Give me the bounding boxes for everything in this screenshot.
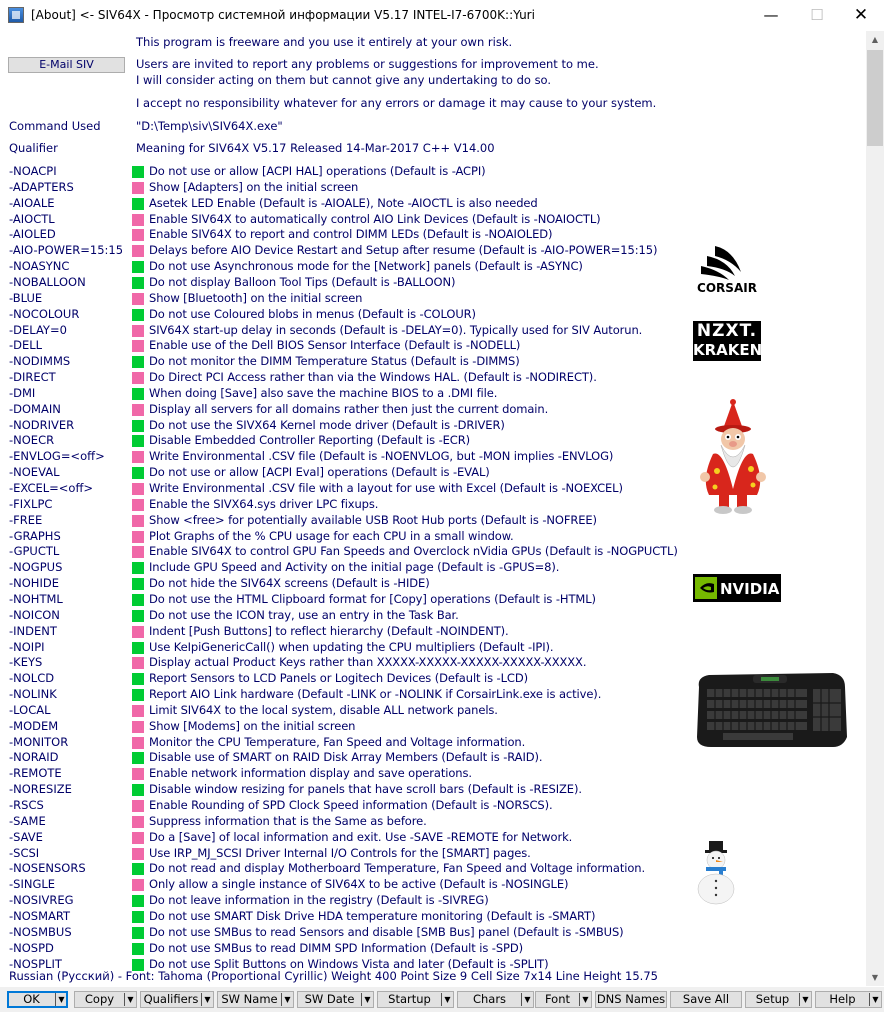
- button-label: SW Name: [221, 992, 278, 1006]
- setup-button[interactable]: [745, 991, 812, 1008]
- qualifier-description: Do not use or allow [ACPI HAL] operations (Default is -ACPI): [149, 164, 486, 178]
- save-all-button[interactable]: [670, 991, 742, 1008]
- qualifier-description: Do not use SMART Disk Drive HDA temperature monitoring (Default is -SMART): [149, 909, 596, 923]
- colour-blob-pink: [132, 531, 144, 543]
- qualifier-name: -NORESIZE: [9, 782, 72, 796]
- corsair-logo-text: CORSAIR: [697, 281, 757, 294]
- dropdown-arrow-icon[interactable]: ▼: [55, 993, 67, 1006]
- nvidia-logo-text: NVIDIA.: [720, 580, 781, 598]
- about-panel: [1, 31, 866, 987]
- qualifier-description: Do not use the SIVX64 Kernel mode driver (Default is -DRIVER): [149, 418, 505, 432]
- font-button[interactable]: [535, 991, 592, 1008]
- colour-blob-green: [132, 610, 144, 622]
- qualifier-name: -SAME: [9, 814, 46, 828]
- qualifier-description: Do not use the ICON tray, use an entry in the Task Bar.: [149, 608, 459, 622]
- qualifier-description: Do not use Split Buttons on Windows Vista and later (Default is -SPLIT): [149, 957, 549, 971]
- nzxt-logo-text: NZXT.: [696, 321, 758, 341]
- dropdown-arrow-icon[interactable]: ▼: [799, 993, 811, 1006]
- colour-blob-green: [132, 895, 144, 907]
- qualifier-name: -NOHTML: [9, 592, 63, 606]
- qualifier-description: Do not use Asynchronous mode for the [Network] panels (Default is -ASYNC): [149, 259, 583, 273]
- button-label: Chars: [472, 992, 507, 1006]
- colour-blob-pink: [132, 214, 144, 226]
- command-used-value: "D:\Temp\siv\SIV64X.exe": [136, 119, 283, 133]
- colour-blob-pink: [132, 404, 144, 416]
- dropdown-arrow-icon[interactable]: ▼: [521, 993, 533, 1006]
- qualifier-description: Use KeIpiGenericCall() when updating the CPU multipliers (Default -IPI).: [149, 640, 554, 654]
- qualifier-description: Plot Graphs of the % CPU usage for each CPU in a small window.: [149, 529, 514, 543]
- qualifier-description: Enable SIV64X to report and control DIMM LEDs (Default is -NOAIOLED): [149, 227, 553, 241]
- colour-blob-pink: [132, 451, 144, 463]
- colour-blob-pink: [132, 245, 144, 257]
- qualifier-name: -NODIMMS: [9, 354, 71, 368]
- qualifier-name: -FIXLPC: [9, 497, 53, 511]
- qualifier-description: Do Direct PCI Access rather than via the Windows HAL. (Default is -NODIRECT).: [149, 370, 597, 384]
- qualifier-description: Do not read and display Motherboard Temperature, Fan Speed and Voltage information.: [149, 861, 646, 875]
- qualifier-name: -DELAY=0: [9, 323, 67, 337]
- qualifier-name: -BLUE: [9, 291, 43, 305]
- qualifier-description: Enable network information display and save operations.: [149, 766, 472, 780]
- button-label: Qualifiers: [143, 992, 199, 1006]
- vertical-scrollbar[interactable]: [866, 31, 884, 986]
- qualifier-description: Do a [Save] of local information and exit. Use -SAVE -REMOTE for Network.: [149, 830, 573, 844]
- colour-blob-pink: [132, 340, 144, 352]
- kraken-logo-text: KRAKEN: [693, 341, 763, 359]
- minimize-button[interactable]: —: [763, 6, 779, 24]
- qualifier-name: -DELL: [9, 338, 43, 352]
- button-label: OK: [23, 992, 40, 1006]
- qualifier-name: -NOECR: [9, 433, 55, 447]
- qualifier-description: Enable SIV64X to automatically control AIO Link Devices (Default is -NOAIOCTL): [149, 212, 601, 226]
- colour-blob-green: [132, 435, 144, 447]
- qualifier-description: Report Sensors to LCD Panels or Logitech Devices (Default is -LCD): [149, 671, 528, 685]
- qualifier-name: -NORAID: [9, 750, 59, 764]
- help-button[interactable]: [815, 991, 882, 1008]
- qualifier-description: Do not leave information in the registry (Default is -SIVREG): [149, 893, 489, 907]
- qualifier-name: -NOSPLIT: [9, 957, 62, 971]
- qualifier-name: -INDENT: [9, 624, 57, 638]
- qualifier-name: -NOEVAL: [9, 465, 60, 479]
- dropdown-arrow-icon[interactable]: ▼: [281, 993, 293, 1006]
- qualifier-description: Suppress information that is the Same as before.: [149, 814, 427, 828]
- button-label: Startup: [388, 992, 431, 1006]
- colour-blob-green: [132, 388, 144, 400]
- qualifier-description: Do not display Balloon Tool Tips (Default is -BALLOON): [149, 275, 456, 289]
- colour-blob-pink: [132, 515, 144, 527]
- qualifier-name: -NOSIVREG: [9, 893, 74, 907]
- corsair-logo: [693, 242, 761, 294]
- qualifier-name: -AIOLED: [9, 227, 56, 241]
- qualifier-description: Only allow a single instance of SIV64X to be active (Default is -NOSINGLE): [149, 877, 569, 891]
- qualifier-description: Show [Adapters] on the initial screen: [149, 180, 359, 194]
- colour-blob-pink: [132, 626, 144, 638]
- button-label: Font: [544, 992, 571, 1006]
- qualifier-description: Use IRP_MJ_SCSI Driver Internal I/O Controls for the [SMART] pages.: [149, 846, 531, 860]
- colour-blob-pink: [132, 483, 144, 495]
- qualifier-label: Qualifier: [9, 141, 58, 155]
- colour-blob-green: [132, 198, 144, 210]
- scrollbar-thumb[interactable]: [867, 50, 883, 146]
- colour-blob-pink: [132, 721, 144, 733]
- dropdown-arrow-icon[interactable]: ▼: [579, 993, 591, 1006]
- colour-blob-green: [132, 784, 144, 796]
- qualifier-description: Do not use the HTML Clipboard format for [Copy] operations (Default is -HTML): [149, 592, 596, 606]
- colour-blob-green: [132, 261, 144, 273]
- button-label: SW Date: [304, 992, 355, 1006]
- button-bar: [0, 987, 884, 1012]
- colour-blob-green: [132, 420, 144, 432]
- colour-blob-green: [132, 356, 144, 368]
- ok-button[interactable]: [7, 991, 68, 1008]
- qualifier-name: -AIOALE: [9, 196, 55, 210]
- colour-blob-pink: [132, 848, 144, 860]
- colour-blob-green: [132, 467, 144, 479]
- qualifier-description: Report AIO Link hardware (Default -LINK or -NOLINK if CorsairLink.exe is active).: [149, 687, 602, 701]
- qualifier-name: -NOHIDE: [9, 576, 59, 590]
- colour-blob-pink: [132, 293, 144, 305]
- qualifier-name: -ENVLOG=<off>: [9, 449, 105, 463]
- colour-blob-pink: [132, 499, 144, 511]
- invite-text-1: Users are invited to report any problems or suggestions for improvement to me.: [136, 57, 599, 71]
- colour-blob-green: [132, 594, 144, 606]
- colour-blob-pink: [132, 182, 144, 194]
- qualifier-description: Show <free> for potentially available USB Root Hub ports (Default is -NOFREE): [149, 513, 597, 527]
- qualifier-name: -AIOCTL: [9, 212, 55, 226]
- qualifier-description: Show [Bluetooth] on the initial screen: [149, 291, 363, 305]
- qualifier-description: Disable window resizing for panels that have scroll bars (Default is -RESIZE).: [149, 782, 582, 796]
- qualifier-name: -REMOTE: [9, 766, 62, 780]
- nzxt-kraken-logo: [693, 321, 761, 361]
- button-label: Save All: [682, 992, 730, 1006]
- qualifier-description: When doing [Save] also save the machine BIOS to a .DMI file.: [149, 386, 498, 400]
- sw-name-button[interactable]: [217, 991, 294, 1008]
- title-bar[interactable]: [0, 0, 884, 31]
- colour-blob-pink: [132, 705, 144, 717]
- nvidia-logo: [693, 574, 781, 602]
- qualifier-description: Do not use SMBus to read DIMM SPD Information (Default is -SPD): [149, 941, 523, 955]
- scroll-down-arrow-icon[interactable]: ▼: [871, 973, 879, 982]
- qualifier-name: -NOBALLOON: [9, 275, 86, 289]
- button-label: DNS Names: [596, 992, 666, 1006]
- qualifier-description: Do not monitor the DIMM Temperature Status (Default is -DIMMS): [149, 354, 520, 368]
- qualifier-name: -NOICON: [9, 608, 60, 622]
- qualifier-description: Enable SIV64X to control GPU Fan Speeds and Overclock nVidia GPUs (Default is -NOGPUCTL): [149, 544, 678, 558]
- window-title: [About] <- SIV64X - Просмотр системной информации V5.17 INTEL-I7-6700K::Yuri: [31, 8, 535, 22]
- qualifier-description: Do not use Coloured blobs in menus (Default is -COLOUR): [149, 307, 476, 321]
- qualifier-name: -MONITOR: [9, 735, 69, 749]
- qualifier-description: Enable the SIVX64.sys driver LPC fixups.: [149, 497, 379, 511]
- qualifier-name: -NOASYNC: [9, 259, 70, 273]
- qualifier-heading: Meaning for SIV64X V5.17 Released 14-Mar-2017 C++ V14.00: [136, 141, 495, 155]
- qualifier-name: -DMI: [9, 386, 36, 400]
- qualifier-name: -GRAPHS: [9, 529, 61, 543]
- qualifier-name: -AIO-POWER=15:15: [9, 243, 124, 257]
- qualifier-name: -MODEM: [9, 719, 59, 733]
- qualifier-description: Display all servers for all domains rather then just the current domain.: [149, 402, 549, 416]
- qualifier-name: -NOLINK: [9, 687, 57, 701]
- qualifier-description: SIV64X start-up delay in seconds (Default is -DELAY=0). Typically used for SIV Autorun.: [149, 323, 643, 337]
- button-label: Setup: [755, 992, 790, 1006]
- qualifier-name: -NOIPI: [9, 640, 45, 654]
- chars-button[interactable]: [457, 991, 534, 1008]
- qualifier-name: -EXCEL=<off>: [9, 481, 94, 495]
- qualifier-name: -NOCOLOUR: [9, 307, 80, 321]
- colour-blob-green: [132, 863, 144, 875]
- qualifier-name: -NODRIVER: [9, 418, 75, 432]
- colour-blob-green: [132, 166, 144, 178]
- qualifiers-button[interactable]: [140, 991, 214, 1008]
- colour-blob-pink: [132, 816, 144, 828]
- qualifier-name: -GPUCTL: [9, 544, 60, 558]
- colour-blob-green: [132, 673, 144, 685]
- scroll-up-arrow-icon[interactable]: ▲: [871, 35, 879, 44]
- qualifier-description: Display actual Product Keys rather than XXXXX-XXXXX-XXXXX-XXXXX-XXXXX.: [149, 655, 587, 669]
- invite-text-2: I will consider acting on them but cannot give any undertaking to do so.: [136, 73, 552, 87]
- qualifier-name: -FREE: [9, 513, 43, 527]
- colour-blob-green: [132, 309, 144, 321]
- dropdown-arrow-icon[interactable]: ▼: [361, 993, 373, 1006]
- qualifier-name: -RSCS: [9, 798, 44, 812]
- qualifier-description: Disable use of SMART on RAID Disk Array Members (Default is -RAID).: [149, 750, 543, 764]
- qualifier-description: Enable Rounding of SPD Clock Speed information (Default is -NORSCS).: [149, 798, 553, 812]
- colour-blob-green: [132, 689, 144, 701]
- colour-blob-green: [132, 943, 144, 955]
- snowman-image: [693, 841, 741, 905]
- qualifier-name: -NOSPD: [9, 941, 54, 955]
- button-label: Help: [829, 992, 856, 1006]
- email-siv-button[interactable]: E-Mail SIV: [8, 57, 125, 73]
- qualifier-description: Do not use or allow [ACPI Eval] operations (Default is -EVAL): [149, 465, 490, 479]
- dropdown-arrow-icon[interactable]: ▼: [441, 993, 453, 1006]
- wizard-image: [693, 399, 773, 517]
- dropdown-arrow-icon[interactable]: ▼: [201, 993, 213, 1006]
- qualifier-name: -LOCAL: [9, 703, 51, 717]
- colour-blob-pink: [132, 229, 144, 241]
- qualifier-description: Delays before AIO Device Restart and Setup after resume (Default is -AIO-POWER=15:15): [149, 243, 658, 257]
- qualifier-description: Disable Embedded Controller Reporting (Default is -ECR): [149, 433, 470, 447]
- colour-blob-pink: [132, 737, 144, 749]
- colour-blob-green: [132, 752, 144, 764]
- app-icon: [8, 7, 24, 23]
- colour-blob-green: [132, 562, 144, 574]
- qualifier-name: -SAVE: [9, 830, 43, 844]
- qualifier-description: Write Environmental .CSV file with a layout for use with Excel (Default is -NOEXCEL): [149, 481, 623, 495]
- qualifier-name: -ADAPTERS: [9, 180, 74, 194]
- copy-button[interactable]: [74, 991, 137, 1008]
- close-button[interactable]: ✕: [853, 5, 869, 25]
- qualifier-description: Show [Modems] on the initial screen: [149, 719, 356, 733]
- command-used-label: Command Used: [9, 119, 101, 133]
- colour-blob-pink: [132, 372, 144, 384]
- startup-button[interactable]: [377, 991, 454, 1008]
- responsibility-notice: I accept no responsibility whatever for any errors or damage it may cause to your system.: [136, 96, 657, 110]
- colour-blob-pink: [132, 832, 144, 844]
- colour-blob-pink: [132, 768, 144, 780]
- colour-blob-green: [132, 911, 144, 923]
- dns-names-button[interactable]: [595, 991, 667, 1008]
- qualifier-name: -DOMAIN: [9, 402, 61, 416]
- colour-blob-green: [132, 927, 144, 939]
- sw-date-button[interactable]: [297, 991, 374, 1008]
- qualifier-description: Do not hide the SIV64X screens (Default is -HIDE): [149, 576, 430, 590]
- qualifier-description: Include GPU Speed and Activity on the initial page (Default is -GPUS=8).: [149, 560, 560, 574]
- qualifier-name: -DIRECT: [9, 370, 56, 384]
- qualifier-description: Do not use SMBus to read Sensors and disable [SMB Bus] panel (Default is -SMBUS): [149, 925, 624, 939]
- keyboard-image: [693, 667, 849, 751]
- qualifier-description: Monitor the CPU Temperature, Fan Speed and Voltage information.: [149, 735, 526, 749]
- font-info: Russian (Русский) - Font: Tahoma (Proportional Cyrillic) Weight 400 Point Size 9 Cell Size 7x14 Line Height 15.75: [9, 969, 658, 983]
- colour-blob-pink: [132, 800, 144, 812]
- qualifier-description: Enable use of the Dell BIOS Sensor Interface (Default is -NODELL): [149, 338, 521, 352]
- qualifier-name: -NOLCD: [9, 671, 55, 685]
- qualifier-description: Limit SIV64X to the local system, disable ALL network panels.: [149, 703, 498, 717]
- maximize-button[interactable]: ☐: [810, 6, 824, 24]
- qualifier-description: Asetek LED Enable (Default is -AIOALE), Note -AIOCTL is also needed: [149, 196, 538, 210]
- qualifier-name: -NOGPUS: [9, 560, 63, 574]
- qualifier-description: Indent [Push Buttons] to reflect hierarchy (Default -NOINDENT).: [149, 624, 509, 638]
- qualifier-name: -NOSMBUS: [9, 925, 72, 939]
- freeware-notice: This program is freeware and you use it entirely at your own risk.: [136, 35, 513, 49]
- qualifier-name: -SCSI: [9, 846, 40, 860]
- qualifier-description: Write Environmental .CSV file (Default is -NOENVLOG, but -MON implies -ENVLOG): [149, 449, 614, 463]
- colour-blob-pink: [132, 879, 144, 891]
- colour-blob-pink: [132, 546, 144, 558]
- qualifier-name: -NOSENSORS: [9, 861, 86, 875]
- dropdown-arrow-icon[interactable]: ▼: [124, 993, 136, 1006]
- dropdown-arrow-icon[interactable]: ▼: [869, 993, 881, 1006]
- qualifier-name: -SINGLE: [9, 877, 56, 891]
- qualifier-name: -KEYS: [9, 655, 43, 669]
- colour-blob-pink: [132, 325, 144, 337]
- button-label: Copy: [84, 992, 115, 1006]
- colour-blob-green: [132, 642, 144, 654]
- colour-blob-pink: [132, 657, 144, 669]
- colour-blob-green: [132, 277, 144, 289]
- qualifier-name: -NOSMART: [9, 909, 71, 923]
- qualifier-name: -NOACPI: [9, 164, 57, 178]
- colour-blob-green: [132, 578, 144, 590]
